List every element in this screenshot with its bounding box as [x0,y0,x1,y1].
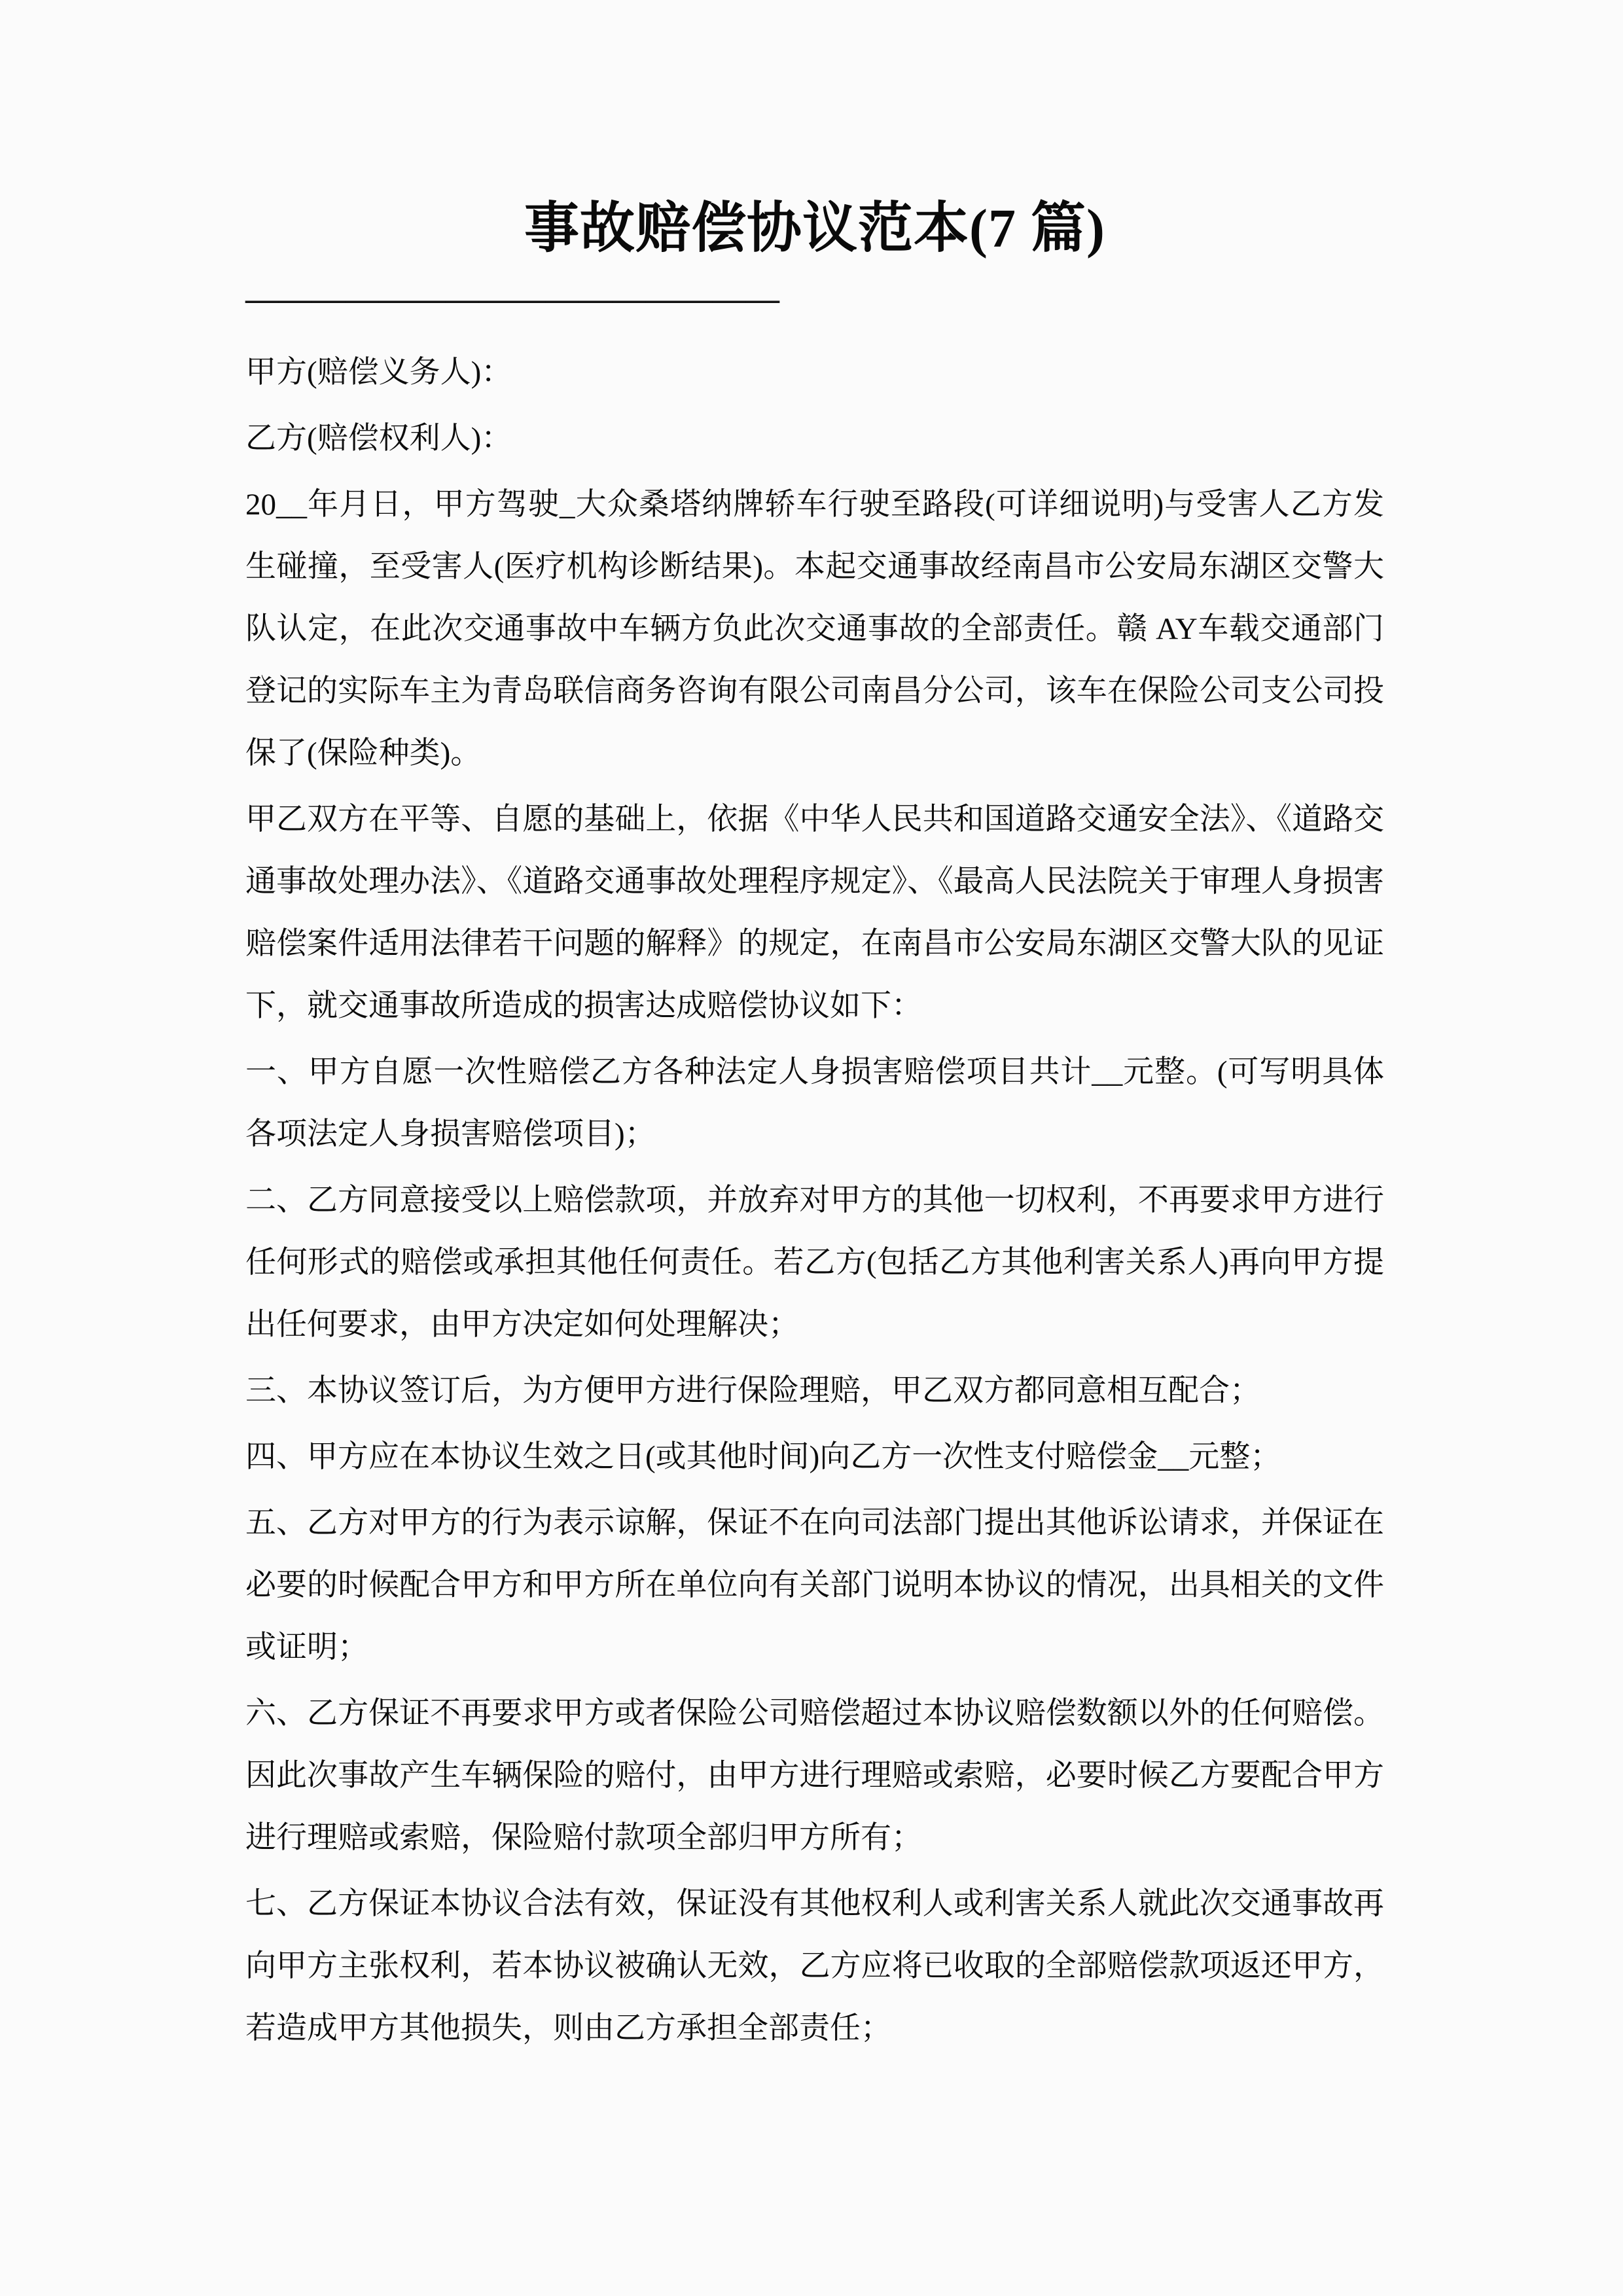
paragraph-party-b: 乙方(赔偿权利人)： [245,422,512,456]
paragraph-accident-facts: 20__年月日，甲方驾驶_大众桑塔纳牌轿车行驶至路段(可详细说明)与受害人乙方发生碰撞，至受害人(医疗机构诊断结果)。本起交通事故经南昌市公安局东湖区交警大队认定，在此次交通事故中车辆方负此次交通事故的全部责任。赣 AY车载交通部门登记的实际车主为青岛联信商务咨询有限公司南昌分公司，该车在保险公司支公司投保了(保险种类)。 [245,488,1384,770]
paragraph-legal-basis: 甲乙双方在平等、自愿的基础上，依据《中华人民共和国道路交通安全法》、《道路交通事故处理办法》、《道路交通事故处理程序规定》、《最高人民法院关于审理人身损害赔偿案件适用法律若干问题的解释》的规定，在南昌市公安局东湖区交警大队的见证下，就交通事故所造成的损害达成赔偿协议如下： [245,802,1384,1023]
clause-1: 一、甲方自愿一次性赔偿乙方各种法定人身损害赔偿项目共计__元整。(可写明具体各项法定人身损害赔偿项目)； [245,1055,1384,1151]
title-divider-dashes: ———————————————— [245,281,779,317]
clause-7: 七、乙方保证本协议合法有效，保证没有其他权利人或利害关系人就此次交通事故再向甲方主张权利，若本协议被确认无效，乙方应将已收取的全部赔偿款项返还甲方，若造成甲方其他损失，则由乙方承担全部责任； [245,1887,1384,2045]
clause-5: 五、乙方对甲方的行为表示谅解，保证不在向司法部门提出其他诉讼请求，并保证在必要的时候配合甲方和甲方所在单位向有关部门说明本协议的情况，出具相关的文件或证明； [245,1506,1384,1664]
clause-4: 四、甲方应在本协议生效之日(或其他时间)向乙方一次性支付赔偿金__元整； [245,1440,1281,1474]
clause-6: 六、乙方保证不再要求甲方或者保险公司赔偿超过本协议赔偿数额以外的任何赔偿。因此次事故产生车辆保险的赔付，由甲方进行理赔或索赔，必要时候乙方要配合甲方进行理赔或索赔，保险赔付款项全部归甲方所有； [245,1696,1384,1855]
clause-2: 二、乙方同意接受以上赔偿款项，并放弃对甲方的其他一切权利，不再要求甲方进行任何形式的赔偿或承担其他任何责任。若乙方(包括乙方其他利害关系人)再向甲方提出任何要求，由甲方决定如何处理解决； [245,1183,1384,1342]
document-title: 事故赔偿协议范本(7 篇) [524,198,1105,259]
clause-3: 三、本协议签订后，为方便甲方进行保险理赔，甲乙双方都同意相互配合； [245,1374,1260,1408]
document-body [245,342,1384,2060]
document-content [245,194,1384,2064]
paragraph-party-a: 甲方(赔偿义务人)： [245,355,512,389]
